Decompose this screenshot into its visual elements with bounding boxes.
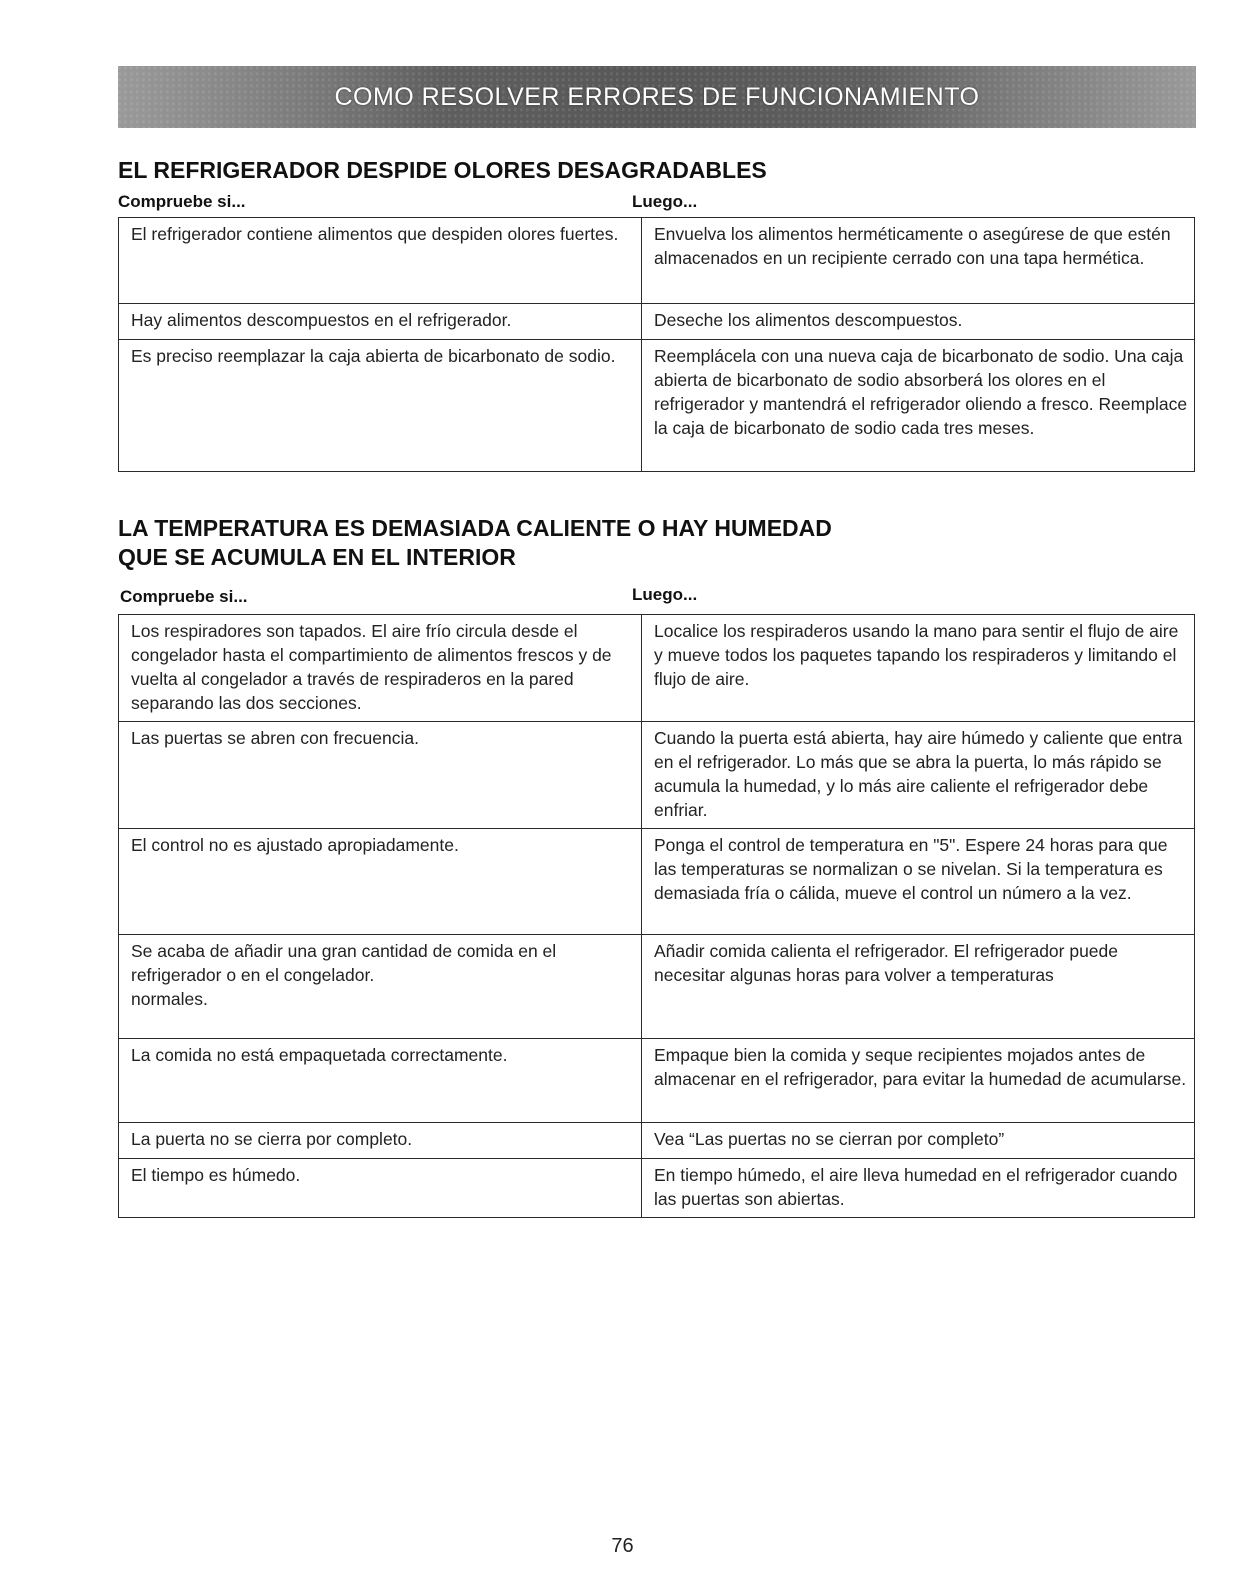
solution-cell: Vea “Las puertas no se cierran por completo” [642, 1123, 1195, 1159]
solution-cell: Empaque bien la comida y seque recipientes mojados antes de almacenar en el refrigerador, para evitar la humedad de acumularse. [642, 1039, 1195, 1123]
solution-cell: Ponga el control de temperatura en "5". Espere 24 horas para que las temperaturas se normalizan o se nivelan. Si la temperatura es demasiada fría o cálida, mueve el control un número a la vez. [642, 829, 1195, 935]
check-cell-line: normales. [131, 989, 208, 1009]
section-title-temperature: LA TEMPERATURA ES DEMASIADA CALIENTE O HAY HUMEDAD [118, 515, 832, 541]
check-cell: La puerta no se cierra por completo. [119, 1123, 642, 1159]
troubleshooting-table-temperature [118, 614, 1195, 1218]
column-header-check: Compruebe si... [120, 587, 248, 606]
check-cell: El tiempo es húmedo. [119, 1159, 642, 1218]
solution-cell: Deseche los alimentos descompuestos. [642, 304, 1195, 340]
check-cell: Los respiradores son tapados. El aire frío circula desde el congelador hasta el compartimiento de alimentos frescos y de vuelta al congelador a través de respiraderos en la pared separando las dos secciones. [119, 615, 642, 722]
table-row [119, 1159, 1195, 1218]
table-row [119, 304, 1195, 340]
solution-cell: Cuando la puerta está abierta, hay aire húmedo y caliente que entra en el refrigerador. Lo más que se abra la puerta, lo más rápido se acumula la humedad, y lo más aire caliente el refrigerador debe enfriar. [642, 722, 1195, 829]
troubleshooting-table-odors [118, 217, 1195, 472]
check-cell: El control no es ajustado apropiadamente. [119, 829, 642, 935]
check-cell: El refrigerador contiene alimentos que despiden olores fuertes. [119, 218, 642, 304]
solution-cell: En tiempo húmedo, el aire lleva humedad en el refrigerador cuando las puertas son abiertas. [642, 1159, 1195, 1218]
table-row [119, 1123, 1195, 1159]
column-header-then: Luego... [632, 192, 698, 211]
table-row [119, 722, 1195, 829]
solution-cell: Envuelva los alimentos herméticamente o asegúrese de que estén almacenados en un recipiente cerrado con una tapa hermética. [642, 218, 1195, 304]
solution-cell: Añadir comida calienta el refrigerador. El refrigerador puede necesitar algunas horas para volver a temperaturas [642, 935, 1195, 1039]
check-cell: Es preciso reemplazar la caja abierta de bicarbonato de sodio. [119, 340, 642, 472]
table-row [119, 1039, 1195, 1123]
table-row [119, 935, 1195, 1039]
column-header-then: Luego... [632, 585, 698, 604]
banner-title: COMO RESOLVER ERRORES DE FUNCIONAMIENTO [334, 82, 980, 111]
table-row [119, 829, 1195, 935]
solution-cell: Localice los respiraderos usando la mano para sentir el flujo de aire y mueve todos los paquetes tapando los respiraderos y limitando el flujo de aire. [642, 615, 1195, 722]
section-title-temperature-line2: QUE SE ACUMULA EN EL INTERIOR [118, 544, 516, 570]
check-cell: La comida no está empaquetada correctamente. [119, 1039, 642, 1123]
check-cell: Las puertas se abren con frecuencia. [119, 722, 642, 829]
check-cell-line: Se acaba de añadir una gran cantidad de comida en el refrigerador o en el congelador. [131, 941, 557, 985]
column-header-check: Compruebe si... [118, 192, 246, 211]
section-title-odors: EL REFRIGERADOR DESPIDE OLORES DESAGRADABLES [118, 157, 767, 183]
check-cell: Hay alimentos descompuestos en el refrigerador. [119, 304, 642, 340]
page-number: 76 [611, 1535, 634, 1557]
solution-cell: Reemplácela con una nueva caja de bicarbonato de sodio. Una caja abierta de bicarbonato de sodio absorberá los olores en el refrigerador y mantendrá el refrigerador oliendo a fresco. Reemplace la caja de bicarbonato de sodio cada tres meses. [642, 340, 1195, 472]
section-banner [118, 66, 1196, 128]
check-cell [119, 935, 642, 1039]
table-row [119, 615, 1195, 722]
table-row [119, 218, 1195, 304]
table-row [119, 340, 1195, 472]
